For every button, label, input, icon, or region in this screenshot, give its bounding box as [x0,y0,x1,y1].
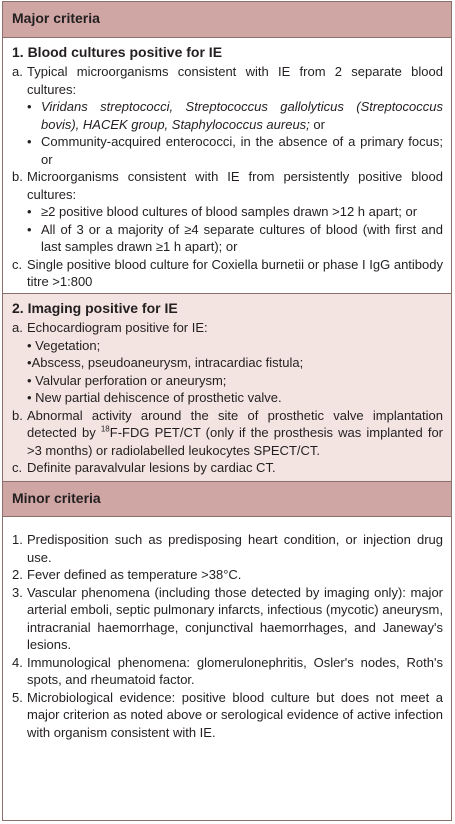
criterion-label: 1. [12,532,23,547]
minor-criterion-2 [12,566,443,584]
echo-finding: • Valvular perforation or aneurysm; [27,372,227,388]
criterion-text: Vascular phenomena (including those detected by imaging only): major arterial emboli, septic pulmonary infarcts, infectious (mycotic) aneurysm, intracranial haemorrhage, conjunctival haemorrhages, and Janeway's lesions. [27,584,443,652]
criterion-label: 2. [12,567,23,582]
organism-list-tail: or [309,116,325,132]
bullet-item [12,133,443,168]
criterion-text: Single positive blood culture for Coxiella burnetii or phase I IgG antibody titre >1:800 [27,256,443,289]
bullet-text: ≥2 positive blood cultures of blood samples drawn >12 h apart; or [41,204,418,219]
echo-finding: • Vegetation; [27,337,101,353]
bullet-item [12,221,443,256]
criterion-label: b. [12,407,23,423]
bullet-item [12,203,443,221]
echo-finding: • New partial dehiscence of prosthetic valve. [27,390,282,405]
major-criteria-header: Major criteria [3,2,451,38]
criterion-text: Typical microorganisms consistent with IE from 2 separate blood cultures: [27,64,443,97]
blood-cultures-section [3,38,451,293]
imaging-section [3,293,451,481]
imaging-title: 2. Imaging positive for IE [12,299,178,316]
blood-cultures-title: 1. Blood cultures positive for IE [12,43,223,60]
bullet-text: All of 3 or a majority of ≥4 separate cultures of blood (with first and last samples drawn ≥1 h apart); or [41,221,443,254]
bullet-icon: • [27,355,32,370]
criterion-text: Echocardiogram positive for IE: [27,320,208,335]
echo-finding: •Abscess, pseudoaneurysm, intracardiac fistula; [27,355,304,370]
criterion-1c [12,256,443,291]
bullet-icon: • [27,204,32,219]
criterion-text: Microorganisms consistent with IE from persistently positive blood cultures: [27,169,443,202]
criterion-2b [12,407,443,460]
bullet-icon: • [27,99,32,114]
bullet-text: Community-acquired enterococci, in the absence of a primary focus; or [41,134,443,167]
bullet-icon: • [27,134,32,149]
bullet-icon: • [27,372,36,388]
criterion-label: 4. [12,654,23,670]
isotope-superscript: 18 [100,424,110,434]
criterion-label: 3. [12,584,23,600]
minor-criterion-5 [12,689,443,742]
criterion-text: Fever defined as temperature >38°C. [27,567,242,582]
bullet-icon: • [27,390,36,405]
criterion-label: 5. [12,689,23,705]
criterion-text: Definite paravalvular lesions by cardiac CT. [27,460,276,475]
criterion-1b [12,168,443,203]
criterion-label: a. [12,320,23,335]
minor-criteria-list [3,517,451,743]
organism-list: Viridans streptococci, Streptococcus gallolyticus (Streptococcus bovis), HACEK group, Staphylococcus aureus; [41,99,443,132]
criterion-2a [12,319,443,337]
minor-criterion-1 [12,531,443,566]
criterion-label: c. [12,460,23,475]
criterion-label: b. [12,169,23,184]
minor-criteria-header: Minor criteria [3,481,451,518]
minor-criterion-3 [12,584,443,654]
bullet-item [12,98,443,133]
bullet-icon: • [27,221,32,237]
criteria-table [2,1,452,821]
criterion-text: Predisposition such as predisposing heart condition, or injection drug use. [27,532,443,565]
criterion-label: a. [12,64,23,79]
criterion-2c [12,459,443,477]
criterion-label: c. [12,256,23,272]
minor-criterion-4 [12,654,443,689]
criterion-1a [12,63,443,98]
bullet-icon: • [27,337,36,353]
criterion-text: Abnormal activity around the site of prosthetic valve implantation detected by $^{18}$F-FDG PET/CT (only if the prosthesis was implanted for >3 months) or radiolabelled leukocytes SPECT/CT. [27,407,444,458]
criterion-text: Immunological phenomena: glomerulonephritis, Osler's nodes, Roth's spots, and rheumatoid factor. [27,654,443,687]
criterion-text: Microbiological evidence: positive blood culture but does not meet a major criterion as noted above or serological evidence of active infection with organism consistent with IE. [27,689,443,740]
